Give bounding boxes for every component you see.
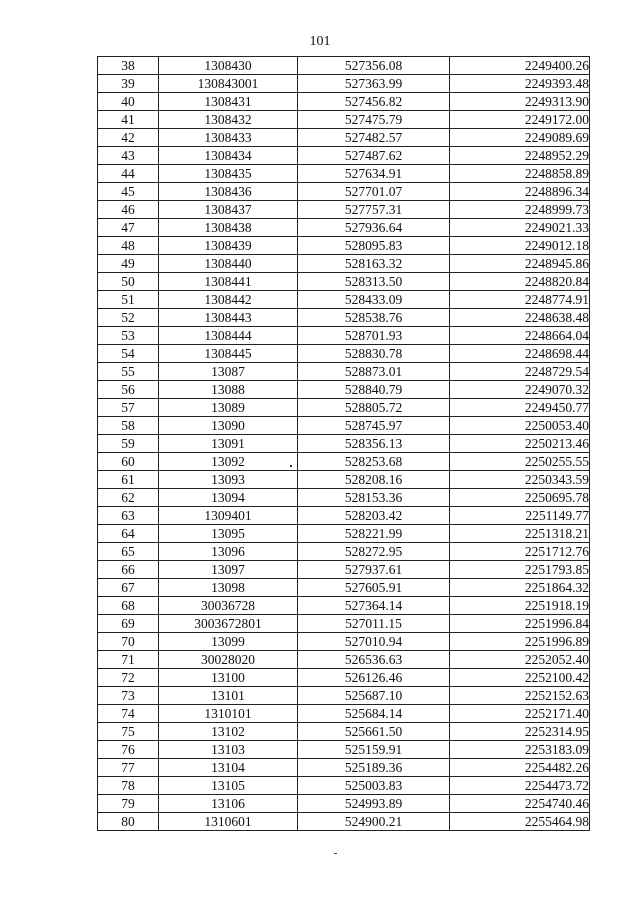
- table-row: [98, 399, 590, 417]
- y-coordinate-cell: 2252171.40: [450, 705, 590, 723]
- point-id-cell: 13089: [159, 399, 298, 417]
- point-id-cell: 13090: [159, 417, 298, 435]
- table-row: [98, 813, 590, 831]
- table-row: [98, 147, 590, 165]
- point-id-cell: 13099: [159, 633, 298, 651]
- point-id-cell: 1308431: [159, 93, 298, 111]
- x-coordinate-cell: 528163.32: [298, 255, 450, 273]
- point-id-cell: 13092: [159, 453, 298, 471]
- x-coordinate-cell: 526126.46: [298, 669, 450, 687]
- table-row: [98, 561, 590, 579]
- point-id-cell: 13095: [159, 525, 298, 543]
- table-row: [98, 219, 590, 237]
- row-number-cell: 52: [98, 309, 159, 327]
- x-coordinate-cell: 527356.08: [298, 57, 450, 75]
- point-id-cell: 1308441: [159, 273, 298, 291]
- x-coordinate-cell: 527363.99: [298, 75, 450, 93]
- table-row: [98, 453, 590, 471]
- point-id-cell: 13096: [159, 543, 298, 561]
- point-id-cell: 13103: [159, 741, 298, 759]
- table-row: [98, 57, 590, 75]
- row-number-cell: 39: [98, 75, 159, 93]
- row-number-cell: 46: [98, 201, 159, 219]
- x-coordinate-cell: 527475.79: [298, 111, 450, 129]
- row-number-cell: 72: [98, 669, 159, 687]
- point-id-cell: 1308436: [159, 183, 298, 201]
- table-row: [98, 759, 590, 777]
- point-id-cell: 1308443: [159, 309, 298, 327]
- y-coordinate-cell: 2250053.40: [450, 417, 590, 435]
- x-coordinate-cell: 527701.07: [298, 183, 450, 201]
- table-row: [98, 471, 590, 489]
- y-coordinate-cell: 2253183.09: [450, 741, 590, 759]
- x-coordinate-cell: 524900.21: [298, 813, 450, 831]
- y-coordinate-cell: 2252100.42: [450, 669, 590, 687]
- table-row: [98, 669, 590, 687]
- row-number-cell: 77: [98, 759, 159, 777]
- y-coordinate-cell: 2248945.86: [450, 255, 590, 273]
- row-number-cell: 43: [98, 147, 159, 165]
- point-id-cell: 13093: [159, 471, 298, 489]
- row-number-cell: 57: [98, 399, 159, 417]
- y-coordinate-cell: 2251712.76: [450, 543, 590, 561]
- point-id-cell: 13105: [159, 777, 298, 795]
- x-coordinate-cell: 525189.36: [298, 759, 450, 777]
- row-number-cell: 42: [98, 129, 159, 147]
- x-coordinate-cell: 528221.99: [298, 525, 450, 543]
- x-coordinate-cell: 528840.79: [298, 381, 450, 399]
- row-number-cell: 73: [98, 687, 159, 705]
- point-id-cell: 1308442: [159, 291, 298, 309]
- x-coordinate-cell: 524993.89: [298, 795, 450, 813]
- row-number-cell: 54: [98, 345, 159, 363]
- table-row: [98, 723, 590, 741]
- scan-speck: [290, 465, 292, 467]
- row-number-cell: 56: [98, 381, 159, 399]
- row-number-cell: 44: [98, 165, 159, 183]
- x-coordinate-cell: 526536.63: [298, 651, 450, 669]
- x-coordinate-cell: 528745.97: [298, 417, 450, 435]
- point-id-cell: 130843001: [159, 75, 298, 93]
- row-number-cell: 79: [98, 795, 159, 813]
- point-id-cell: 1308439: [159, 237, 298, 255]
- table-row: [98, 633, 590, 651]
- table-row: [98, 363, 590, 381]
- y-coordinate-cell: 2248698.44: [450, 345, 590, 363]
- y-coordinate-cell: 2249313.90: [450, 93, 590, 111]
- point-id-cell: 13102: [159, 723, 298, 741]
- row-number-cell: 70: [98, 633, 159, 651]
- row-number-cell: 38: [98, 57, 159, 75]
- row-number-cell: 59: [98, 435, 159, 453]
- y-coordinate-cell: 2250255.55: [450, 453, 590, 471]
- point-id-cell: 1308437: [159, 201, 298, 219]
- point-id-cell: 1308432: [159, 111, 298, 129]
- x-coordinate-cell: 528873.01: [298, 363, 450, 381]
- table-row: [98, 705, 590, 723]
- row-number-cell: 76: [98, 741, 159, 759]
- row-number-cell: 58: [98, 417, 159, 435]
- table-row: [98, 579, 590, 597]
- y-coordinate-cell: 2248896.34: [450, 183, 590, 201]
- page-number: 101: [309, 34, 331, 49]
- point-id-cell: 1308435: [159, 165, 298, 183]
- point-id-cell: 1310601: [159, 813, 298, 831]
- y-coordinate-cell: 2249400.26: [450, 57, 590, 75]
- x-coordinate-cell: 528313.50: [298, 273, 450, 291]
- table-row: [98, 291, 590, 309]
- x-coordinate-cell: 525684.14: [298, 705, 450, 723]
- table-row: [98, 345, 590, 363]
- row-number-cell: 60: [98, 453, 159, 471]
- row-number-cell: 53: [98, 327, 159, 345]
- y-coordinate-cell: 2248820.84: [450, 273, 590, 291]
- point-id-cell: 13087: [159, 363, 298, 381]
- y-coordinate-cell: 2251864.32: [450, 579, 590, 597]
- table-row: [98, 183, 590, 201]
- point-id-cell: 1308444: [159, 327, 298, 345]
- point-id-cell: 13106: [159, 795, 298, 813]
- point-id-cell: 1308434: [159, 147, 298, 165]
- table-row: [98, 507, 590, 525]
- x-coordinate-cell: 525003.83: [298, 777, 450, 795]
- y-coordinate-cell: 2251318.21: [450, 525, 590, 543]
- y-coordinate-cell: 2250695.78: [450, 489, 590, 507]
- y-coordinate-cell: 2248952.29: [450, 147, 590, 165]
- x-coordinate-cell: 527634.91: [298, 165, 450, 183]
- y-coordinate-cell: 2248999.73: [450, 201, 590, 219]
- row-number-cell: 41: [98, 111, 159, 129]
- y-coordinate-cell: 2248638.48: [450, 309, 590, 327]
- x-coordinate-cell: 528095.83: [298, 237, 450, 255]
- point-id-cell: 13091: [159, 435, 298, 453]
- point-id-cell: 13088: [159, 381, 298, 399]
- table-row: [98, 489, 590, 507]
- row-number-cell: 65: [98, 543, 159, 561]
- row-number-cell: 50: [98, 273, 159, 291]
- table-row: [98, 435, 590, 453]
- row-number-cell: 51: [98, 291, 159, 309]
- table-row: [98, 165, 590, 183]
- row-number-cell: 69: [98, 615, 159, 633]
- row-number-cell: 49: [98, 255, 159, 273]
- x-coordinate-cell: 527937.61: [298, 561, 450, 579]
- y-coordinate-cell: 2248729.54: [450, 363, 590, 381]
- point-id-cell: 1308438: [159, 219, 298, 237]
- x-coordinate-cell: 525687.10: [298, 687, 450, 705]
- x-coordinate-cell: 528203.42: [298, 507, 450, 525]
- point-id-cell: 13098: [159, 579, 298, 597]
- y-coordinate-cell: 2249089.69: [450, 129, 590, 147]
- point-id-cell: 13104: [159, 759, 298, 777]
- y-coordinate-cell: 2251149.77: [450, 507, 590, 525]
- point-id-cell: 1310101: [159, 705, 298, 723]
- x-coordinate-cell: 527482.57: [298, 129, 450, 147]
- y-coordinate-cell: 2252052.40: [450, 651, 590, 669]
- table-row: [98, 741, 590, 759]
- table-row: [98, 129, 590, 147]
- x-coordinate-cell: 527757.31: [298, 201, 450, 219]
- table-row: [98, 687, 590, 705]
- y-coordinate-cell: 2251793.85: [450, 561, 590, 579]
- row-number-cell: 74: [98, 705, 159, 723]
- point-id-cell: 1309401: [159, 507, 298, 525]
- point-id-cell: 1308440: [159, 255, 298, 273]
- y-coordinate-cell: 2249172.00: [450, 111, 590, 129]
- x-coordinate-cell: 527456.82: [298, 93, 450, 111]
- x-coordinate-cell: 527364.14: [298, 597, 450, 615]
- x-coordinate-cell: 527936.64: [298, 219, 450, 237]
- row-number-cell: 61: [98, 471, 159, 489]
- y-coordinate-cell: 2254740.46: [450, 795, 590, 813]
- x-coordinate-cell: 528356.13: [298, 435, 450, 453]
- point-id-cell: 1308430: [159, 57, 298, 75]
- table-row: [98, 381, 590, 399]
- row-number-cell: 71: [98, 651, 159, 669]
- table-row: [98, 777, 590, 795]
- y-coordinate-cell: 2249070.32: [450, 381, 590, 399]
- y-coordinate-cell: 2252314.95: [450, 723, 590, 741]
- row-number-cell: 68: [98, 597, 159, 615]
- table-row: [98, 597, 590, 615]
- coordinates-table-body: [98, 57, 590, 831]
- x-coordinate-cell: 527605.91: [298, 579, 450, 597]
- x-coordinate-cell: 528272.95: [298, 543, 450, 561]
- x-coordinate-cell: 528538.76: [298, 309, 450, 327]
- y-coordinate-cell: 2248774.91: [450, 291, 590, 309]
- x-coordinate-cell: 525661.50: [298, 723, 450, 741]
- x-coordinate-cell: 528153.36: [298, 489, 450, 507]
- row-number-cell: 40: [98, 93, 159, 111]
- row-number-cell: 55: [98, 363, 159, 381]
- point-id-cell: 30036728: [159, 597, 298, 615]
- row-number-cell: 80: [98, 813, 159, 831]
- x-coordinate-cell: 528805.72: [298, 399, 450, 417]
- row-number-cell: 67: [98, 579, 159, 597]
- table-row: [98, 75, 590, 93]
- scan-mark: [334, 853, 337, 854]
- y-coordinate-cell: 2250343.59: [450, 471, 590, 489]
- y-coordinate-cell: 2249393.48: [450, 75, 590, 93]
- y-coordinate-cell: 2251996.84: [450, 615, 590, 633]
- row-number-cell: 78: [98, 777, 159, 795]
- y-coordinate-cell: 2250213.46: [450, 435, 590, 453]
- point-id-cell: 3003672801: [159, 615, 298, 633]
- row-number-cell: 45: [98, 183, 159, 201]
- y-coordinate-cell: 2251918.19: [450, 597, 590, 615]
- table-row: [98, 615, 590, 633]
- x-coordinate-cell: 527487.62: [298, 147, 450, 165]
- row-number-cell: 62: [98, 489, 159, 507]
- table-row: [98, 237, 590, 255]
- y-coordinate-cell: 2249450.77: [450, 399, 590, 417]
- y-coordinate-cell: 2248858.89: [450, 165, 590, 183]
- table-row: [98, 93, 590, 111]
- x-coordinate-cell: 527010.94: [298, 633, 450, 651]
- y-coordinate-cell: 2249021.33: [450, 219, 590, 237]
- y-coordinate-cell: 2252152.63: [450, 687, 590, 705]
- x-coordinate-cell: 528433.09: [298, 291, 450, 309]
- table-row: [98, 273, 590, 291]
- table-row: [98, 111, 590, 129]
- y-coordinate-cell: 2255464.98: [450, 813, 590, 831]
- y-coordinate-cell: 2254473.72: [450, 777, 590, 795]
- table-row: [98, 417, 590, 435]
- x-coordinate-cell: 528830.78: [298, 345, 450, 363]
- table-row: [98, 255, 590, 273]
- x-coordinate-cell: 525159.91: [298, 741, 450, 759]
- row-number-cell: 48: [98, 237, 159, 255]
- x-coordinate-cell: 528253.68: [298, 453, 450, 471]
- point-id-cell: 13100: [159, 669, 298, 687]
- y-coordinate-cell: 2249012.18: [450, 237, 590, 255]
- row-number-cell: 63: [98, 507, 159, 525]
- x-coordinate-cell: 528208.16: [298, 471, 450, 489]
- row-number-cell: 66: [98, 561, 159, 579]
- row-number-cell: 75: [98, 723, 159, 741]
- table-row: [98, 525, 590, 543]
- point-id-cell: 1308445: [159, 345, 298, 363]
- table-row: [98, 201, 590, 219]
- table-row: [98, 795, 590, 813]
- table-row: [98, 309, 590, 327]
- y-coordinate-cell: 2254482.26: [450, 759, 590, 777]
- row-number-cell: 64: [98, 525, 159, 543]
- x-coordinate-cell: 528701.93: [298, 327, 450, 345]
- table-row: [98, 543, 590, 561]
- table-row: [98, 327, 590, 345]
- x-coordinate-cell: 527011.15: [298, 615, 450, 633]
- point-id-cell: 13101: [159, 687, 298, 705]
- row-number-cell: 47: [98, 219, 159, 237]
- point-id-cell: 13094: [159, 489, 298, 507]
- point-id-cell: 1308433: [159, 129, 298, 147]
- y-coordinate-cell: 2248664.04: [450, 327, 590, 345]
- y-coordinate-cell: 2251996.89: [450, 633, 590, 651]
- table-row: [98, 651, 590, 669]
- coordinates-table: [97, 56, 590, 831]
- point-id-cell: 13097: [159, 561, 298, 579]
- point-id-cell: 30028020: [159, 651, 298, 669]
